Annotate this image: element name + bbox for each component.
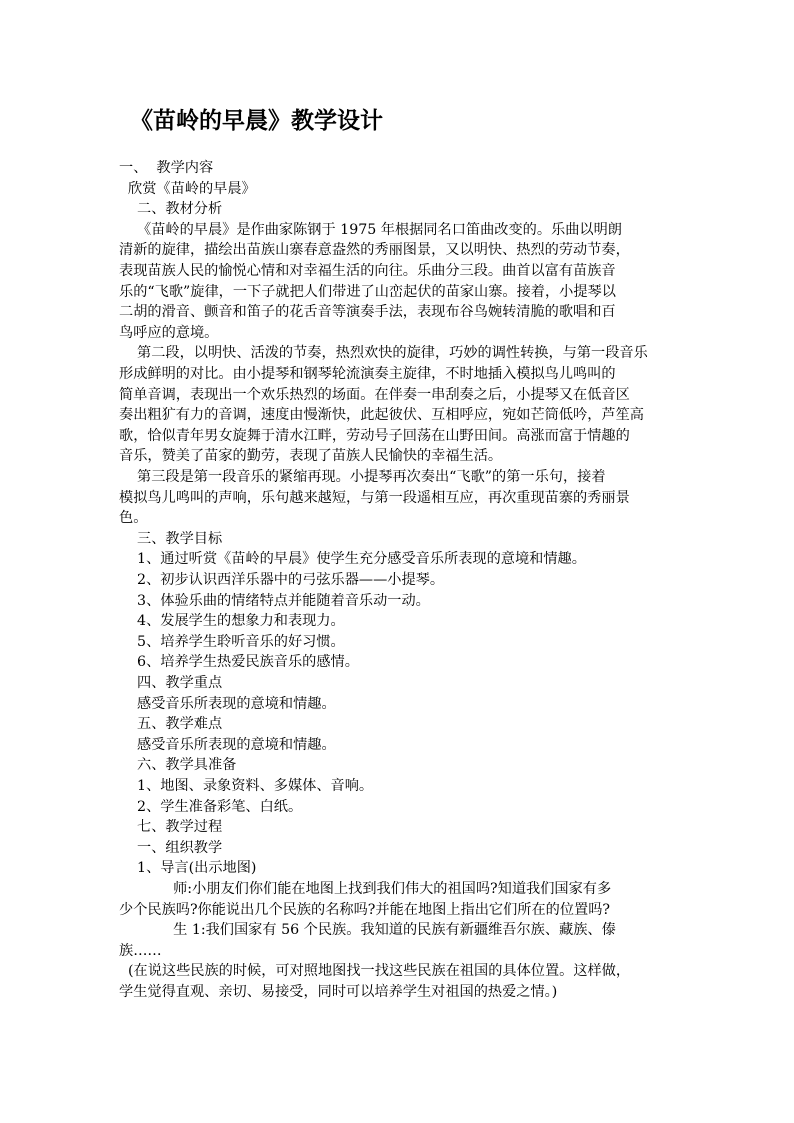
body-line: 鸟呼应的意境。 xyxy=(119,324,219,341)
body-line: 奏出粗犷有力的音调，速度由慢渐快，此起彼伏、互相呼应，宛如芒筒低吟，芦笙高 xyxy=(119,407,644,424)
body-line: 五、教学难点 xyxy=(119,716,223,733)
body-line: 六、教学具准备 xyxy=(119,757,237,774)
body-line: 一、组织教学 xyxy=(119,839,223,856)
body-line: 二胡的滑音、颤音和笛子的花舌音等演奏手法，表现布谷鸟婉转清脆的歌唱和百 xyxy=(119,304,616,321)
body-line: 4、发展学生的想象力和表现力。 xyxy=(119,613,345,630)
body-line: 第三段是第一段音乐的紧缩再现。小提琴再次奏出“飞歌”的第一乐句，接着 xyxy=(119,469,606,485)
body-line: 少个民族吗?你能说出几个民族的名称吗?并能在地图上指出它们所在的位置吗? xyxy=(119,901,611,918)
body-line: 1、地图、录象资料、多媒体、音响。 xyxy=(119,778,374,794)
body-line: 3、体验乐曲的情绪特点并能随着音乐动一动。 xyxy=(119,592,430,609)
body-line: 5、培养学生聆听音乐的好习惯。 xyxy=(119,633,345,650)
body-line: 第二段，以明快、活泼的节奏，热烈欢快的旋律，巧妙的调性转换，与第一段音乐 xyxy=(119,345,648,362)
body-line: 6、培养学生热爱民族音乐的感情。 xyxy=(119,654,359,671)
body-line: 生 1:我们国家有 56 个民族。我知道的民族有新疆维吾尔族、藏族、傣 xyxy=(119,922,616,939)
body-line: (在说这些民族的时候，可对照地图找一找这些民族在祖国的具体位置。这样做， xyxy=(119,963,631,980)
body-line: 1、通过听赏《苗岭的早晨》使学生充分感受音乐所表现的意境和情趣。 xyxy=(119,551,586,568)
body-line: 三、教学目标 xyxy=(119,530,223,547)
body-line: 清新的旋律，描绘出苗族山寨春意盎然的秀丽图景，又以明快、热烈的劳动节奏， xyxy=(119,242,630,259)
body-line: 族…… xyxy=(119,942,162,959)
body-line: 一、 教学内容 xyxy=(119,160,214,176)
body-line: 音乐，赞美了苗家的勤劳，表现了苗族人民愉快的幸福生活。 xyxy=(119,448,503,465)
body-line: 1、导言(出示地图) xyxy=(119,860,257,877)
document-title: 《苗岭的早晨》教学设计 xyxy=(130,107,383,134)
body-line: 乐的“飞歌”旋律，一下子就把人们带进了山峦起伏的苗家山寨。接着，小提琴以 xyxy=(119,283,616,300)
body-line: 《苗岭的早晨》是作曲家陈钢于 1975 年根据同名口笛曲改变的。乐曲以明朗 xyxy=(119,221,622,238)
body-line: 2、学生准备彩笔、白纸。 xyxy=(119,798,303,815)
body-line: 学生觉得直观、亲切、易接受，同时可以培养学生对祖国的热爱之情。) xyxy=(119,984,558,1000)
body-line: 色。 xyxy=(119,510,148,527)
body-line: 模拟鸟儿鸣叫的声响，乐句越来越短，与第一段遥相互应，再次重现苗寨的秀丽景 xyxy=(119,489,630,506)
body-line: 感受音乐所表现的意境和情趣。 xyxy=(119,736,336,753)
body-line: 四、教学重点 xyxy=(119,675,223,691)
body-line: 表现苗族人民的愉悦心情和对幸福生活的向往。乐曲分三段。曲首以富有苗族音 xyxy=(119,263,616,279)
body-line: 2、初步认识西洋乐器中的弓弦乐器——小提琴。 xyxy=(119,572,445,588)
body-line: 二、教材分析 xyxy=(119,201,223,218)
body-line: 七、教学过程 xyxy=(119,819,223,836)
body-line: 简单音调，表现出一个欢乐热烈的场面。在伴奏一串刮奏之后，小提琴又在低音区 xyxy=(119,386,630,403)
body-line: 歌，恰似青年男女旋舞于清水江畔，劳动号子回荡在山野田间。高涨而富于情趣的 xyxy=(119,427,630,444)
body-line: 形成鲜明的对比。由小提琴和钢琴轮流演奏主旋律，不时地插入模拟鸟儿鸣叫的 xyxy=(119,366,616,382)
body-line: 欣赏《苗岭的早晨》 xyxy=(119,180,256,197)
body-line: 感受音乐所表现的意境和情趣。 xyxy=(119,695,336,712)
body-line: 师:小朋友们你们能在地图上找到我们伟大的祖国吗?知道我们国家有多 xyxy=(119,881,612,897)
